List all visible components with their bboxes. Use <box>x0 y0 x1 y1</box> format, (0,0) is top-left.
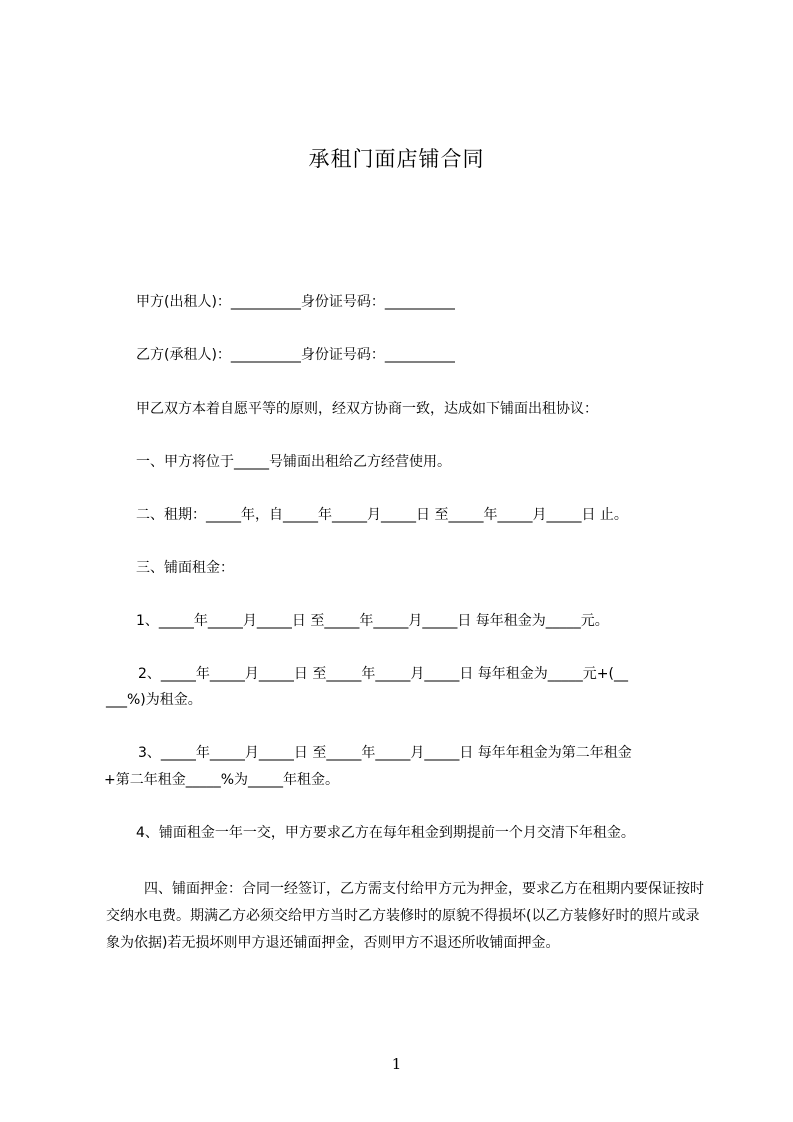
preamble-text: 甲乙双方本着自愿平等的原则，经双方协商一致，达成如下铺面出租协议： <box>136 401 598 417</box>
page-number: 1 <box>391 1055 402 1073</box>
clause-3-item-3-line-2: +第二年租金_____%为_____年租金。 <box>104 772 340 788</box>
clause-3-item-3-line-1: 3、_____年_____月_____日 至_____年_____月_____日 每年年租金为第二年租金 <box>138 745 632 761</box>
clause-4-text: 四、铺面押金：合同一经签订，乙方需支付给甲方元为押金，要求乙方在租期内要保证按时交纳水电费。期满乙方必须交给甲方当时乙方装修时的原貌不得损坏(以乙方装修好时的照片或录象为依据)若无损坏则甲方退还铺面押金，否则甲方不退还所收铺面押金。 <box>106 881 704 951</box>
contract-title: 承租门面店铺合同 <box>308 147 485 171</box>
party-b-line: 乙方(承租人)：__________身份证号码：__________ <box>136 347 455 363</box>
clause-2-text: 二、租期：_____年，自_____年_____月_____日 至_____年_____月_____日 止。 <box>136 507 628 523</box>
clause-3-heading: 三、铺面租金： <box>136 560 234 576</box>
party-a-line: 甲方(出租人)：__________身份证号码：__________ <box>136 294 455 310</box>
clause-3-item-1: 1、_____年_____月_____日 至_____年_____月_____日 每年租金为_____元。 <box>136 613 609 629</box>
clause-3-item-2-line-2: ___%)为租金。 <box>106 692 202 708</box>
clause-3-item-2-line-1: 2、_____年_____月_____日 至_____年_____月_____日 每年租金为_____元+(__ <box>138 666 628 682</box>
clause-1-text: 一、甲方将位于_____号铺面出租给乙方经营使用。 <box>136 454 451 470</box>
clause-3-item-4: 4、铺面租金一年一交，甲方要求乙方在每年租金到期提前一个月交清下年租金。 <box>136 825 635 841</box>
